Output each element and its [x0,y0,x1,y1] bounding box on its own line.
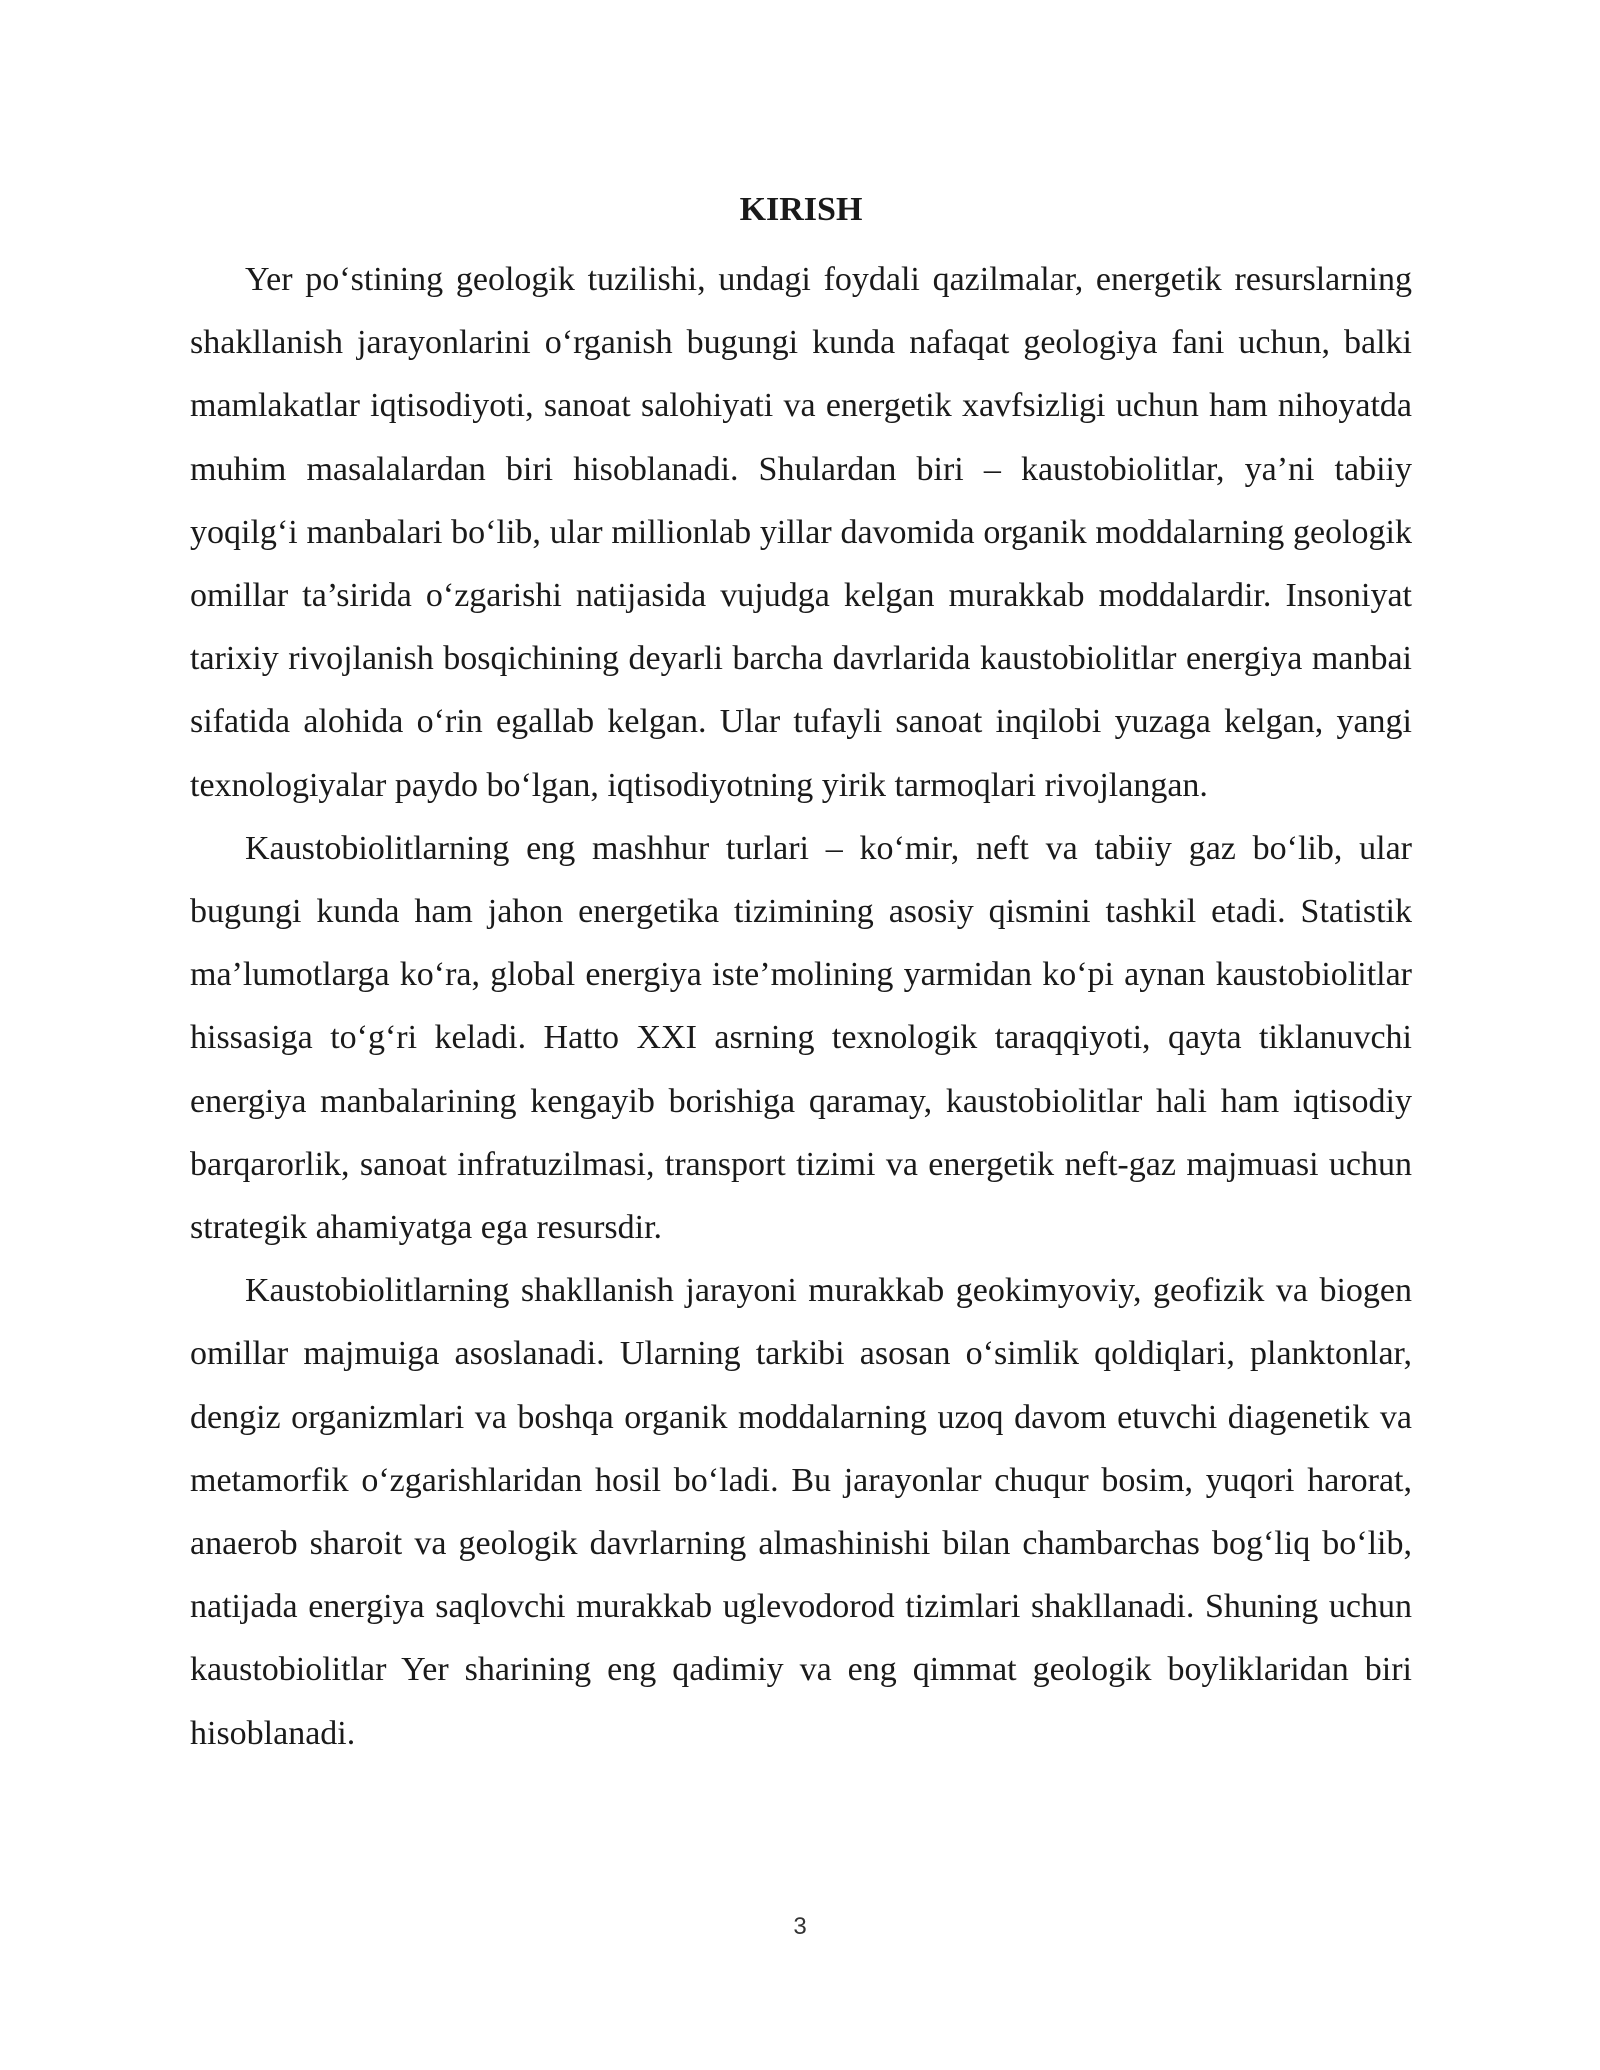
page-content [190,186,1412,1765]
paragraph-2: Kaustobiolitlarning eng mashhur turlari – ko‘mir, neft va tabiiy gaz bo‘lib, ular bugungi kunda ham jahon energetika tizimining asosiy qismini tashkil etadi. Statistik ma’lumotlarga ko‘ra, global energiya iste’molining yarmidan ko‘pi aynan kaustobiolitlar hissasiga to‘g‘ri keladi. Hatto XXI asrning texnologik taraqqiyoti, qayta tiklanuvchi energiya manbalarining kengayib borishiga qaramay, kaustobiolitlar hali ham iqtisodiy barqarorlik, sanoat infratuzilmasi, transport tizimi va energetik neft-gaz majmuasi uchun strategik ahamiyatga ega resursdir. [190,829,1412,1247]
section-heading: KIRISH [739,191,863,228]
paragraph-3: Kaustobiolitlarning shakllanish jarayoni murakkab geokimyoviy, geofizik va biogen omillar majmuiga asoslanadi. Ularning tarkibi asosan o‘simlik qoldiqlari, planktonlar, dengiz organizmlari va boshqa organik moddalarning uzoq davom etuvchi diagenetik va metamorfik o‘zgarishlaridan hosil bo‘ladi. Bu jarayonlar chuqur bosim, yuqori harorat, anaerob sharoit va geologik davrlarning almashinishi bilan chambarchas bog‘liq bo‘lib, natijada energiya saqlovchi murakkab uglevodorod tizimlari shakllanadi. Shuning uchun kaustobiolitlar Yer sharining eng qadimiy va eng qimmat geologik boyliklaridan biri hisoblanadi. [190,1272,1412,1752]
page-number: 3 [793,1913,807,1940]
paragraph-1: Yer po‘stining geologik tuzilishi, undagi foydali qazilmalar, energetik resurslarning shakllanish jarayonlarini o‘rganish bugungi kunda nafaqat geologiya fani uchun, balki mamlakatlar iqtisodiyoti, sanoat salohiyati va energetik xavfsizligi uchun ham nihoyatda muhim masalalardan biri hisoblanadi. Shulardan biri – kaustobiolitlar, ya’ni tabiiy yoqilg‘i manbalari bo‘lib, ular millionlab yillar davomida organik moddalarning geologik omillar ta’sirida o‘zgarishi natijasida vujudga kelgan murakkab moddalardir. Insoniyat tarixiy rivojlanish bosqichining deyarli barcha davrlarida kaustobiolitlar energiya manbai sifatida alohida o‘rin egallab kelgan. Ular tufayli sanoat inqilobi yuzaga kelgan, yangi texnologiyalar paydo bo‘lgan, iqtisodiyotning yirik tarmoqlari rivojlangan. [190,261,1412,804]
